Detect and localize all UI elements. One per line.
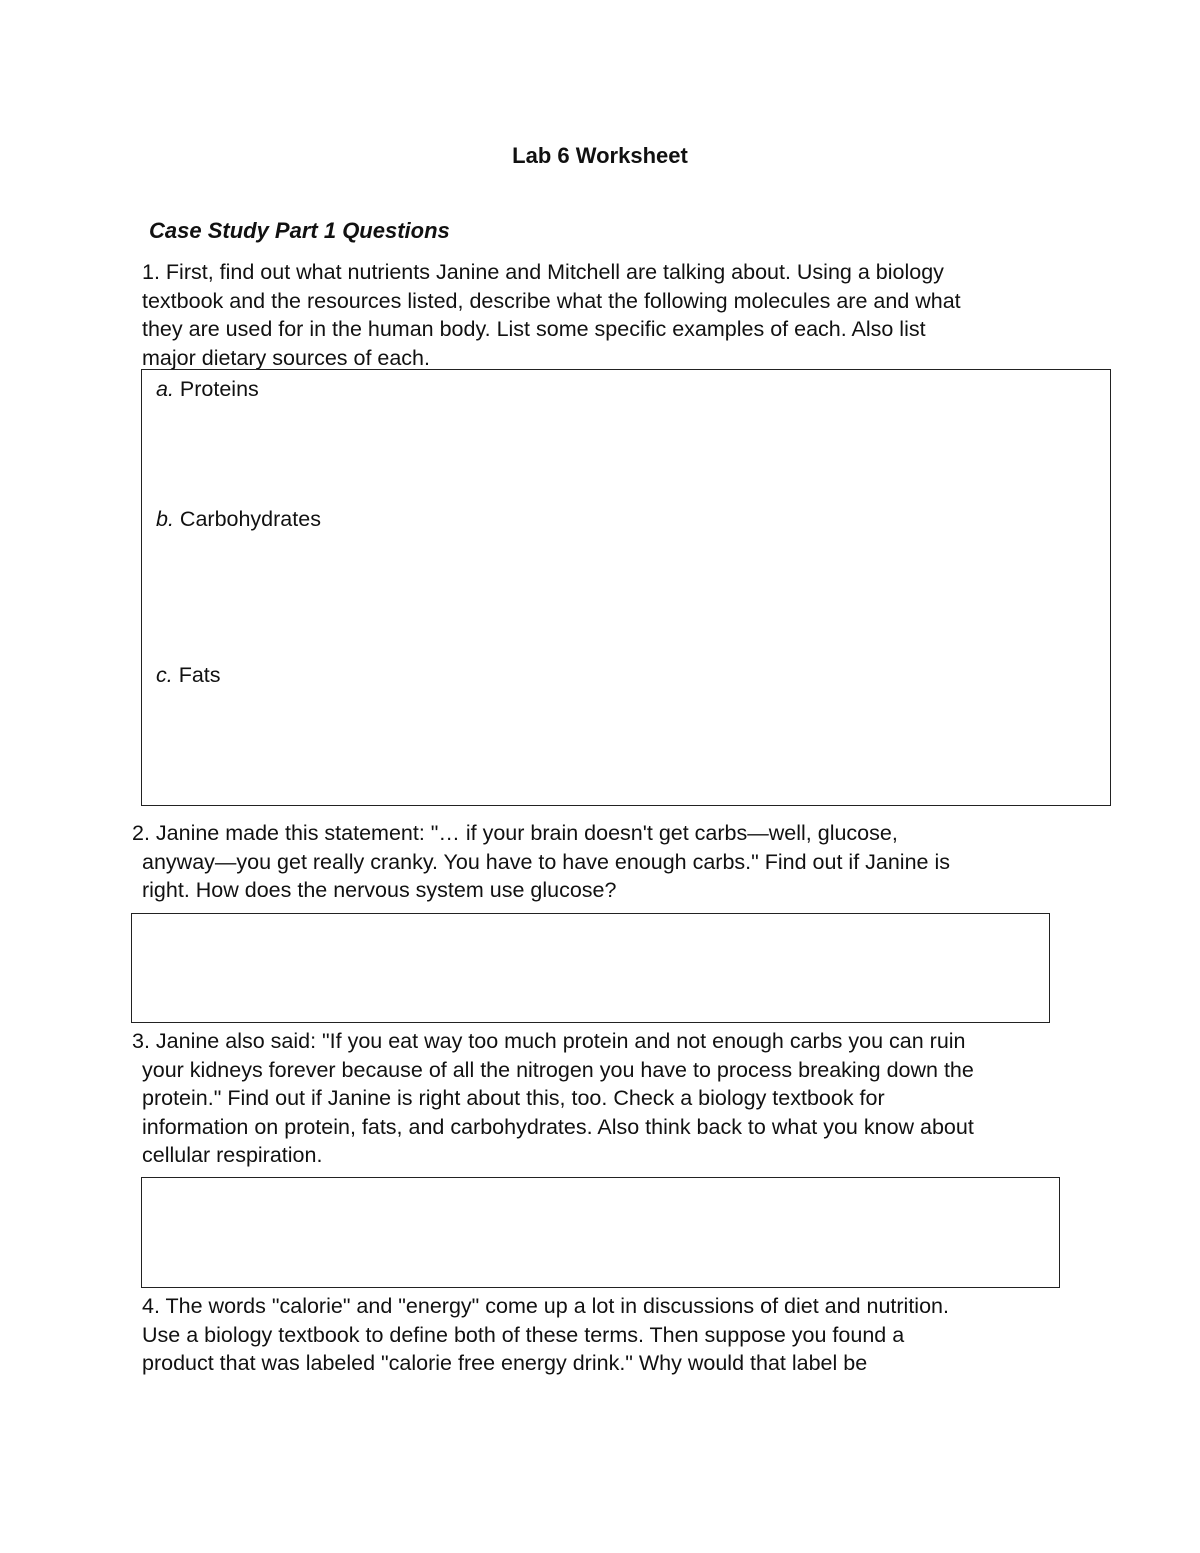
question-3-answer-box[interactable] <box>141 1177 1060 1288</box>
question-3-line: cellular respiration. <box>142 1143 323 1167</box>
section-heading: Case Study Part 1 Questions <box>149 218 450 243</box>
question-2-line: 2. Janine made this statement: "… if your brain doesn't get carbs—well, glucose, <box>132 821 898 845</box>
item-letter: c. <box>156 663 173 687</box>
question-1-line: 1. First, find out what nutrients Janine and Mitchell are talking about. Using a biology <box>142 260 944 284</box>
question-3-line: 3. Janine also said: "If you eat way too much protein and not enough carbs you can ruin <box>132 1029 966 1053</box>
question-1-line: they are used for in the human body. List some specific examples of each. Also list <box>142 317 926 341</box>
question-2-text <box>132 819 950 905</box>
question-1-line: major dietary sources of each. <box>142 345 430 370</box>
question-4-line: product that was labeled "calorie free energy drink." Why would that label be <box>142 1351 868 1375</box>
question-2-line: right. How does the nervous system use glucose? <box>142 878 617 902</box>
question-2-answer-box[interactable] <box>131 913 1050 1023</box>
question-4-text <box>142 1292 949 1378</box>
item-label: Proteins <box>179 377 259 401</box>
item-fats <box>156 661 221 689</box>
question-1-answer-box[interactable] <box>141 369 1111 806</box>
item-proteins <box>156 375 259 403</box>
item-carbohydrates <box>156 505 321 533</box>
question-3-line: protein." Find out if Janine is right about this, too. Check a biology textbook for <box>142 1086 885 1110</box>
question-4-line: Use a biology textbook to define both of these terms. Then suppose you found a <box>142 1322 905 1347</box>
question-3-text <box>132 1027 974 1170</box>
item-label: Fats <box>178 663 221 687</box>
question-1-text <box>142 258 961 372</box>
question-2-line: anyway—you get really cranky. You have to have enough carbs." Find out if Janine is <box>142 849 950 874</box>
question-3-line: information on protein, fats, and carbohydrates. Also think back to what you know about <box>142 1114 974 1139</box>
item-letter: b. <box>156 507 174 531</box>
question-3-line: your kidneys forever because of all the nitrogen you have to process breaking down the <box>142 1057 974 1082</box>
question-1-line: textbook and the resources listed, describe what the following molecules are and what <box>142 288 961 313</box>
page-title: Lab 6 Worksheet <box>512 143 688 168</box>
item-label: Carbohydrates <box>179 507 321 531</box>
question-4-line: 4. The words "calorie" and "energy" come up a lot in discussions of diet and nutrition. <box>142 1294 949 1318</box>
item-letter: a. <box>156 377 174 401</box>
